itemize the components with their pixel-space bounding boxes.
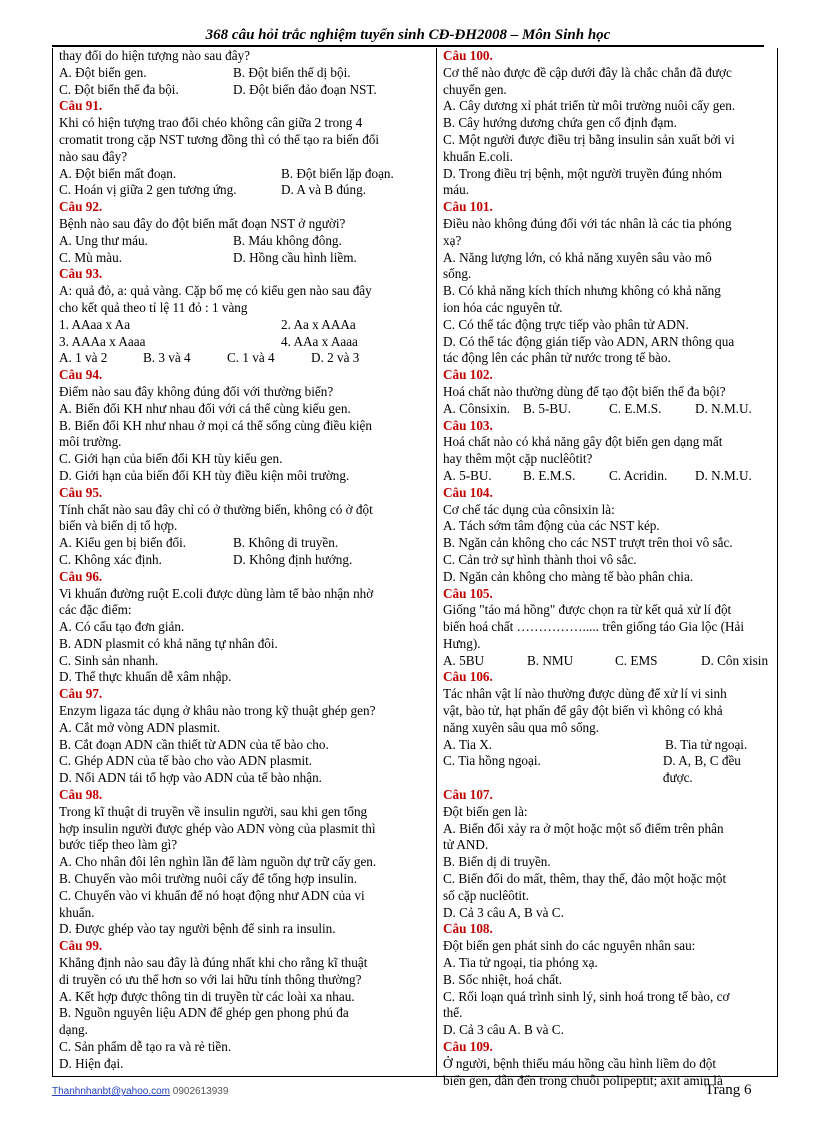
question-text-line: A. Cây dương xỉ phát triển từ môi trường nuôi cấy gen.	[443, 98, 736, 114]
answer-option: D. Đột biến đảo đoạn NST.	[233, 81, 377, 97]
answer-option: 1. AAaa x Aa	[59, 316, 131, 332]
question-text-line: năng xuyên sâu qua mô sống.	[443, 719, 600, 735]
question-text-line: D. Cả 3 câu A, B và C.	[443, 904, 564, 920]
question-text-line: B. Biến dị di truyền.	[443, 854, 551, 870]
question-text-line: D. Thể thực khuẩn dễ xâm nhập.	[59, 669, 232, 685]
question-block-q97	[59, 686, 429, 787]
answer-option: B. Tia tử ngoại.	[665, 736, 748, 752]
question-text-line: Đột biến gen phát sinh do các nguyên nhân sau:	[443, 938, 696, 954]
question-text-line: nào sau đây?	[59, 148, 128, 164]
question-text-line: B. Ngăn cản không cho các NST trượt trên thoi vô sắc.	[443, 535, 733, 551]
question-text-line: Hoá chất nào thường dùng để tạo đột biến thể đa bội?	[443, 383, 726, 399]
question-text-line: tử AND.	[443, 837, 489, 853]
question-block-q102	[443, 367, 773, 417]
question-text-line: C. Sản phẩm dễ tạo ra và rẻ tiền.	[59, 1039, 232, 1055]
question-text-line: ion hóa các nguyên tử.	[443, 299, 563, 315]
question-number: Câu 103.	[443, 417, 493, 433]
question-text-line: biến hoá chất ……………..... trên giống táo Gia lộc (Hải	[443, 619, 745, 635]
question-text-line: A. Có cấu tạo đơn giản.	[59, 619, 185, 635]
answer-option: D. N.M.U.	[695, 400, 752, 416]
question-block-q100	[443, 48, 773, 199]
answer-option: 3. AAAa x Aaaa	[59, 333, 146, 349]
answer-row	[59, 552, 429, 569]
question-number: Câu 94.	[59, 367, 103, 383]
answer-row	[443, 401, 773, 418]
question-block-q95	[59, 485, 429, 569]
question-block-q99	[59, 938, 429, 1072]
answer-option: 4. AAa x Aaaa	[281, 333, 358, 349]
question-text-line: D. Giới hạn của biến đổi KH tùy điều kiện môi trường.	[59, 467, 350, 483]
answer-option: A. 5-BU.	[443, 467, 492, 483]
answer-option: D. Không định hướng.	[233, 551, 353, 567]
answer-option: B. 5-BU.	[523, 400, 571, 416]
question-block-q91	[59, 98, 429, 199]
answer-option: A. Ung thư máu.	[59, 232, 148, 248]
answer-option: B. Không di truyền.	[233, 535, 339, 551]
question-text-line: B. ADN plasmit có khả năng tự nhân đôi.	[59, 635, 278, 651]
question-text-line: D. Trong điều trị bệnh, một người truyền đúng nhóm	[443, 165, 722, 181]
answer-option: D. A và B đúng.	[281, 182, 366, 198]
question-number: Câu 96.	[59, 568, 103, 584]
question-text-line: Đột biến gen là:	[443, 803, 528, 819]
question-block-cont	[59, 48, 429, 98]
question-text-line: Điểm nào sau đây không đúng đối với thường biến?	[59, 383, 334, 399]
question-text-line: Ở người, bệnh thiếu máu hồng cầu hình liềm do đột	[443, 1055, 717, 1071]
question-text-line: C. Giới hạn của biến đổi KH tùy kiểu gen.	[59, 451, 283, 467]
question-number: Câu 102.	[443, 367, 493, 383]
left-column	[59, 48, 429, 1076]
column-divider	[436, 48, 437, 1076]
question-text-line: Điều nào không đúng đối với tác nhân là các tia phóng	[443, 215, 732, 231]
answer-option: A. Kiểu gen bị biến đổi.	[59, 535, 187, 551]
question-text-line: B. Sốc nhiệt, hoá chất.	[443, 971, 563, 987]
question-text-line: C. Một người được điều trị bằng insulin sản xuất bởi vi	[443, 131, 735, 147]
answer-option: C. Tia hồng ngoại.	[443, 753, 541, 769]
answer-option: C. Hoán vị giữa 2 gen tương ứng.	[59, 182, 237, 198]
answer-row	[59, 350, 429, 367]
question-text-line: C. Có thể tác động trực tiếp vào phân tử ADN.	[443, 316, 689, 332]
question-number: Câu 109.	[443, 1039, 493, 1055]
question-block-q105	[443, 586, 773, 670]
question-block-q93	[59, 266, 429, 367]
question-text-line: chuyển gen.	[443, 81, 507, 97]
two-column-frame	[52, 48, 778, 1088]
answer-option: B. Đột biến lặp đoạn.	[281, 165, 394, 181]
question-text-line: D. Được ghép vào tay người bệnh để sinh ra insulin.	[59, 921, 336, 937]
question-number: Câu 100.	[443, 48, 493, 63]
footer-phone: 0902613939	[172, 1086, 229, 1097]
question-text-line: Hưng).	[443, 635, 481, 651]
question-text-line: khuẩn E.coli.	[443, 148, 513, 164]
question-text-line: D. Nối ADN tái tổ hợp vào ADN của tế bào nhận.	[59, 770, 322, 786]
question-text-line: Vi khuẩn đường ruột E.coli được dùng làm tế bào nhận nhờ	[59, 585, 374, 601]
question-number: Câu 91.	[59, 98, 103, 114]
question-text-line: cromatit trong cặp NST tương đồng thì có thể tạo ra biến đổi	[59, 131, 380, 147]
question-text-line: sống.	[443, 266, 472, 282]
question-text-line: Hoá chất nào có khả năng gây đột biến gen dạng mất	[443, 434, 723, 450]
question-text-line: D. Có thể tác động gián tiếp vào ADN, ARN thông qua	[443, 333, 735, 349]
question-text-line: C. Cản trở sự hình thành thoi vô sắc.	[443, 551, 637, 567]
answer-option: C. 1 và 4	[227, 350, 275, 366]
answer-option: C. E.M.S.	[609, 400, 662, 416]
answer-row	[59, 334, 429, 351]
question-text-line: A. Biến đổi xảy ra ở một hoặc một số điểm trên phân	[443, 820, 724, 836]
question-text-line: khuẩn.	[59, 904, 95, 920]
question-block-q107	[443, 787, 773, 921]
question-text-line: Trong kĩ thuật di truyền về insulin người, sau khi gen tổng	[59, 803, 368, 819]
answer-row	[443, 753, 773, 787]
question-text-line: B. Cắt đoạn ADN cần thiết từ ADN của tế bào cho.	[59, 736, 329, 752]
question-text-line: Tính chất nào sau đây chỉ có ở thường biến, không có ở đột	[59, 501, 373, 517]
question-block-q108	[443, 921, 773, 1039]
question-text-line: D. Cả 3 câu A. B và C.	[443, 1022, 564, 1038]
answer-row	[59, 233, 429, 250]
question-text-line: B. Biến đổi KH như nhau ở mọi cá thể sống cùng điều kiện	[59, 417, 372, 433]
answer-option: A. 5BU	[443, 652, 485, 668]
question-text-line: C. Rối loạn quá trình sinh lý, sinh hoá trong tế bào, cơ	[443, 988, 730, 1004]
question-block-q101	[443, 199, 773, 367]
answer-option: B. NMU	[527, 652, 574, 668]
header-rule	[52, 45, 764, 47]
answer-row	[59, 82, 429, 99]
question-text-line: B. Chuyển vào môi trường nuôi cấy để tổng hợp insulin.	[59, 871, 358, 887]
question-text-line: thể.	[443, 1005, 463, 1021]
question-number: Câu 92.	[59, 199, 103, 215]
question-text-line: di truyền có ưu thế hơn so với lai hữu tính thông thường?	[59, 971, 362, 987]
question-block-q96	[59, 569, 429, 687]
question-number: Câu 104.	[443, 484, 493, 500]
question-text-line: các đặc điểm:	[59, 602, 132, 618]
question-text-line: vật, bào tử, hạt phấn để gây đột biến vì không có khả	[443, 703, 723, 719]
answer-option: C. Mù màu.	[59, 249, 123, 265]
question-text-line: dạng.	[59, 1022, 88, 1038]
question-text-line: B. Có khả năng kích thích nhưng không có khả năng	[443, 283, 721, 299]
question-text-line: cho kết quả theo tỉ lệ 11 đỏ : 1 vàng	[59, 299, 248, 315]
answer-option: B. E.M.S.	[523, 467, 576, 483]
footer-contact	[52, 1086, 228, 1097]
question-text-line: bước tiếp theo làm gì?	[59, 837, 178, 853]
question-number: Câu 99.	[59, 938, 103, 954]
answer-option: D. A, B, C đều được.	[662, 753, 741, 786]
question-block-q103	[443, 418, 773, 485]
question-number: Câu 106.	[443, 669, 493, 685]
question-number: Câu 95.	[59, 484, 103, 500]
question-text-line: A. Tách sớm tâm động của các NST kép.	[443, 518, 660, 534]
question-text-line: số cặp nuclêôtit.	[443, 887, 530, 903]
question-number: Câu 108.	[443, 921, 493, 937]
answer-row	[59, 535, 429, 552]
question-block-q106	[443, 669, 773, 787]
question-text-line: Enzym ligaza tác dụng ở khâu nào trong kỹ thuật ghép gen?	[59, 703, 376, 719]
answer-option: A. Cônsixin.	[443, 400, 511, 416]
question-number: Câu 93.	[59, 266, 103, 282]
answer-option: C. EMS	[615, 652, 658, 668]
page-header-title: 368 câu hỏi trắc nghiệm tuyển sinh CĐ-ĐH2008 – Môn Sinh học	[205, 27, 611, 43]
question-text-line: Bệnh nào sau đây do đột biến mất đoạn NST ở người?	[59, 215, 346, 231]
question-text-line: D. Hiện đại.	[59, 1055, 124, 1071]
question-text-line: biến gen, dẫn đến trong chuỗi polipeptit; axit amin là	[443, 1072, 723, 1088]
question-block-q98	[59, 787, 429, 938]
answer-option: 2. Aa x AAAa	[281, 316, 356, 332]
question-text-line: C. Biến đổi do mất, thêm, thay thế, đảo một hoặc một	[443, 871, 727, 887]
question-text-line: Khẳng định nào sau đây là đúng nhất khi cho rằng kĩ thuật	[59, 955, 368, 971]
question-text-line: D. Ngăn cản không cho màng tế bào phân chia.	[443, 568, 694, 584]
question-block-q104	[443, 485, 773, 586]
answer-row	[59, 317, 429, 334]
answer-option: B. 3 và 4	[143, 350, 191, 366]
question-text-line: B. Nguồn nguyên liệu ADN để ghép gen phong phú đa	[59, 1005, 349, 1021]
question-text-line: C. Sinh sản nhanh.	[59, 652, 159, 668]
answer-row	[59, 166, 429, 183]
page-number: Trang 6	[705, 1082, 752, 1098]
footer-email-link[interactable]: Thanhnhanbt@yahoo.com	[52, 1086, 171, 1097]
answer-option: C. Không xác định.	[59, 551, 162, 567]
question-number: Câu 98.	[59, 787, 103, 803]
answer-option: B. Máu không đông.	[233, 232, 342, 248]
answer-option: C. Đột biến thể đa bội.	[59, 81, 179, 97]
question-text-line: hay thêm một cặp nuclêôtit?	[443, 451, 593, 467]
answer-option: C. Acridin.	[609, 467, 668, 483]
question-text-line: xạ?	[443, 232, 462, 248]
right-column	[443, 48, 773, 1088]
question-text-line: A. Cắt mở vòng ADN plasmit.	[59, 719, 221, 735]
question-text-line: Tác nhân vật lí nào thường được dùng để xử lí vi sinh	[443, 686, 727, 702]
question-text-line: thay đổi do hiện tượng nào sau đây?	[59, 48, 251, 63]
question-number: Câu 101.	[443, 199, 493, 215]
question-text-line: Khi có hiện tượng trao đổi chéo không cân giữa 2 trong 4	[59, 115, 363, 131]
question-text-line: tác động lên các phân tử nước trong tế bào.	[443, 350, 671, 366]
answer-row	[443, 653, 773, 670]
answer-option: D. Côn xisin	[701, 652, 769, 668]
answer-option: D. 2 và 3	[311, 350, 360, 366]
answer-option: A. Đột biến mất đoạn.	[59, 165, 177, 181]
answer-option: D. Hồng cầu hình liềm.	[233, 249, 357, 265]
answer-option: D. N.M.U.	[695, 467, 752, 483]
question-text-line: A. Tia tử ngoại, tia phóng xạ.	[443, 955, 598, 971]
question-text-line: máu.	[443, 182, 470, 198]
answer-option: A. Tia X.	[443, 736, 493, 752]
question-text-line: hợp insulin người được ghép vào ADN vòng của plasmit thì	[59, 820, 376, 836]
answer-row	[443, 468, 773, 485]
question-text-line: A. Kết hợp được thông tin di truyền từ các loài xa nhau.	[59, 988, 355, 1004]
answer-row	[59, 182, 429, 199]
question-text-line: C. Ghép ADN của tế bào cho vào ADN plasmit.	[59, 753, 313, 769]
question-text-line: C. Chuyển vào vi khuẩn để nó hoạt động như ADN của vi	[59, 887, 365, 903]
answer-option: B. Đột biến thể dị bội.	[233, 64, 351, 80]
question-text-line: Cơ thể nào được đề cập dưới đây là chắc chắn đã được	[443, 64, 732, 80]
question-text-line: A. Cho nhân đôi lên nghìn lần để làm nguồn dự trữ cấy gen.	[59, 854, 377, 870]
question-text-line: A. Biến đổi KH như nhau đối với cá thể cùng kiểu gen.	[59, 400, 351, 416]
answer-option: A. Đột biến gen.	[59, 64, 147, 80]
question-text-line: A: quả đỏ, a: quả vàng. Cặp bố mẹ có kiểu gen nào sau đây	[59, 283, 372, 299]
question-text-line: A. Năng lượng lớn, có khả năng xuyên sâu vào mô	[443, 249, 712, 265]
question-text-line: Giống "táo má hồng" được chọn ra từ kết quả xử lí đột	[443, 602, 732, 618]
answer-row	[59, 65, 429, 82]
question-text-line: Cơ chế tác dụng của cônsixin là:	[443, 501, 615, 517]
question-block-q92	[59, 199, 429, 266]
question-text-line: biến và biến dị tổ hợp.	[59, 518, 178, 534]
answer-option: A. 1 và 2	[59, 350, 108, 366]
question-text-line: B. Cây hướng dương chứa gen cố định đạm.	[443, 115, 677, 131]
answer-row	[59, 250, 429, 267]
question-block-q94	[59, 367, 429, 485]
answer-row	[443, 737, 773, 754]
question-text-line: môi trường.	[59, 434, 122, 450]
question-number: Câu 107.	[443, 787, 493, 803]
question-number: Câu 97.	[59, 686, 103, 702]
question-number: Câu 105.	[443, 585, 493, 601]
